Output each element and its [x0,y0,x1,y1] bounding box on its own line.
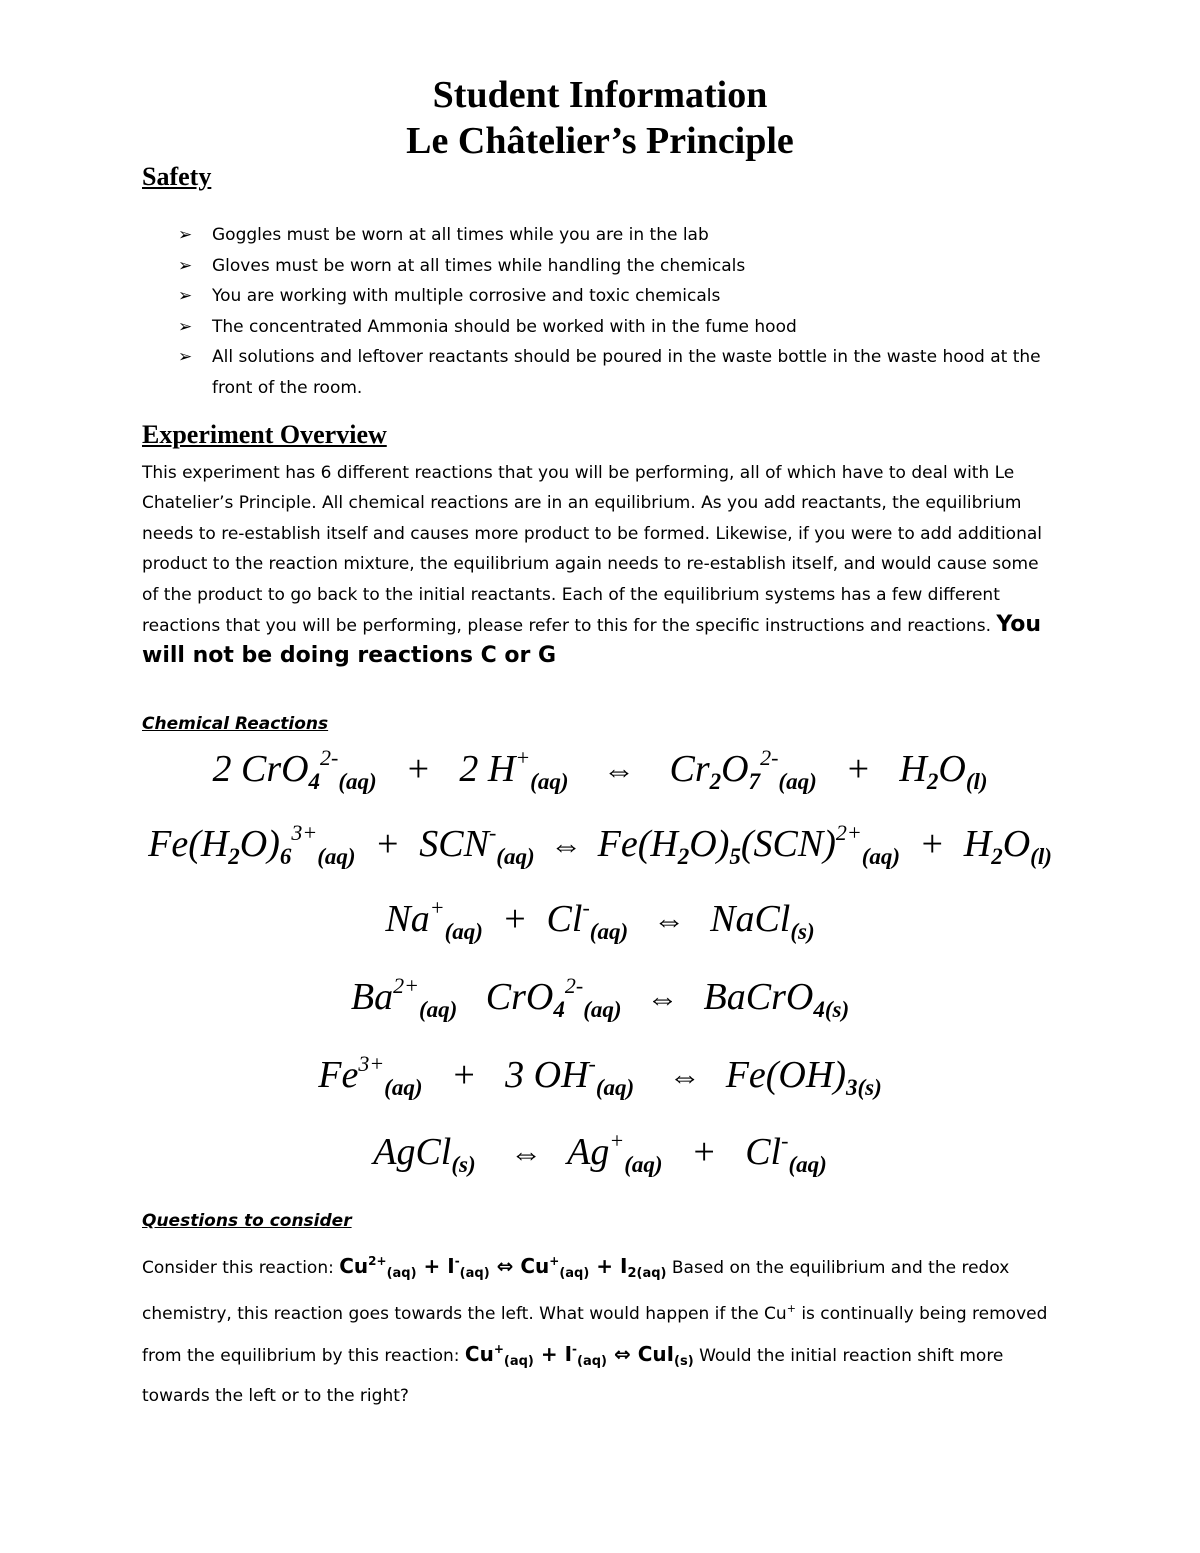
species: Ag [567,1131,610,1173]
plus-sign: + [540,1342,558,1366]
phase: (aq) [559,1266,590,1281]
phase: (aq) [444,919,483,944]
phase: (s) [790,919,815,944]
plus-sign: + [919,823,945,865]
charge: + [609,1128,625,1153]
coefficient: 2 [459,748,488,790]
subscript: 4 [308,769,321,794]
species: Cr [669,748,710,790]
list-item [178,281,1058,312]
overview-text: This experiment has 6 different reactions that you will be performing, all of which have to deal with Le Chatelier’s Principle. All chemical reactions are in an equilibrium. As you add reactants, the equilibrium needs to re-establish itself and causes more product to be formed. Likewise, if you were to add additional product to the reaction mixture, the equilibrium again needs to re-establish itself, and would cause some of the product to go back to the initial reactants. Each of the equilibrium systems has a few different reactions that you will be performing, please refer to this for the specific instructions and reactions. [142,463,1042,637]
subscript: 5 [729,844,741,869]
species: NaCl [710,898,791,940]
safety-item-text: Gloves must be worn at all times while handling the chemicals [212,255,746,276]
charge: 2- [760,745,779,770]
arrowhead-bullet-icon: ➢ [178,255,193,276]
reactions-heading: Chemical Reactions [142,714,329,734]
arrowhead-bullet-icon: ➢ [178,347,193,367]
species: H [963,823,992,865]
phase: 2(aq) [627,1266,667,1281]
species: Cu [520,1254,550,1278]
charge: - [588,1051,596,1076]
phase: (aq) [418,997,458,1022]
charge: - [781,1128,789,1153]
species: AgCl [373,1131,452,1173]
phase: (aq) [861,844,901,869]
phase: (l) [1030,844,1052,869]
subscript: 2 [709,769,722,794]
question-middle-2: is continually being removed from the equilibrium by this reaction: [142,1304,1048,1366]
phase: (aq) [577,1354,607,1369]
plus-sign: + [845,748,871,790]
plus-sign: + [423,1254,441,1278]
subscript: 4 [553,997,565,1022]
inline-reaction-2 [464,1342,694,1369]
charge: + [493,1342,504,1356]
phase: (aq) [338,769,377,794]
species: Cl [546,898,583,940]
safety-item-text: Goggles must be worn at all times while you are in the lab [212,225,709,245]
equilibrium-arrow-icon: ⇔ [668,1058,701,1094]
overview-heading: Experiment Overview [142,420,387,449]
species: (SCN) [740,823,836,865]
charge: + [429,895,445,920]
charge: 2- [564,973,584,998]
list-item [178,342,1058,403]
phase: (s) [451,1152,476,1177]
phase: (aq) [530,769,569,794]
species: H [899,748,927,790]
charge: 2- [320,745,339,770]
species: Cu [464,1342,494,1366]
phase: 3(s) [845,1075,882,1100]
species: Fe(OH) [725,1054,846,1096]
species: Ba [350,976,394,1018]
equilibrium-arrow-icon: ⇔ [510,1135,543,1171]
equilibrium-arrow-icon: ⇔ [550,827,583,863]
question-tail: Would the initial reaction shift more towards the left or to the right? [142,1346,1004,1406]
question-lead: Consider this reaction: [142,1258,340,1278]
phase: (aq) [788,1152,827,1177]
plus-sign: + [501,898,528,940]
species: BaCrO [703,976,814,1018]
overview-emphasis: You will not be doing reactions C or G [142,612,1042,669]
phase: 4(s) [813,997,850,1022]
subscript: 2 [926,769,939,794]
species: OH [533,1054,589,1096]
species: I [620,1254,628,1278]
charge: - [454,1254,460,1268]
coefficient: 3 [505,1054,534,1096]
plus-sign: + [374,823,401,865]
plus-sign: + [596,1254,614,1278]
species: Cu [339,1254,369,1278]
phase: (aq) [459,1266,490,1281]
species: Fe(H [597,823,678,865]
question-paragraph [142,1244,1057,1414]
charge: 3+ [358,1051,385,1076]
safety-item-text: All solutions and leftover reactants should be poured in the waste bottle in the waste hood at the front of the room. [212,347,1041,398]
species: CuI [637,1342,675,1366]
charge: - [488,820,497,845]
species: O [721,748,749,790]
phase: (s) [674,1354,694,1369]
species: O [938,748,966,790]
safety-heading: Safety [142,162,212,191]
phase: (aq) [624,1152,663,1177]
reaction-4 [0,973,1200,1023]
arrowhead-bullet-icon: ➢ [178,286,193,306]
species: Na [385,898,430,940]
species: Fe(H [148,823,229,865]
safety-item-text: You are working with multiple corrosive and toxic chemicals [212,286,721,306]
reaction-3 [0,895,1200,945]
phase: (aq) [595,1075,635,1100]
phase: (l) [965,769,988,794]
list-item [178,312,1058,343]
phase: (aq) [386,1266,417,1281]
subscript: 2 [991,844,1003,869]
page-subtitle: Le Châtelier’s Principle [406,120,794,162]
arrowhead-bullet-icon: ➢ [178,225,193,245]
subscript: 6 [279,844,292,869]
species: H [487,748,516,790]
charge: 2+ [835,820,862,845]
charge: - [572,1342,578,1356]
arrowhead-bullet-icon: ➢ [178,316,193,337]
page-title: Student Information [432,74,768,116]
species: I [447,1254,455,1278]
phase: (aq) [496,844,535,869]
equilibrium-arrow-icon: ⇔ [653,902,686,938]
overview-paragraph [142,458,1057,673]
charge: 2+ [368,1254,387,1268]
species: I [564,1342,573,1366]
species: CrO [485,976,554,1018]
charge: + [515,745,531,770]
equilibrium-arrow-icon: ⇔ [646,980,679,1016]
safety-item-text: The concentrated Ammonia should be worked with in the fume hood [212,316,797,337]
reaction-5 [0,1051,1200,1101]
reaction-6 [0,1128,1200,1178]
phase: (aq) [583,997,622,1022]
subscript: 2 [228,844,240,869]
equilibrium-arrow-icon: ⇔ [613,1342,631,1366]
inline-reaction-1 [339,1254,667,1281]
species: Cl [745,1131,782,1173]
phase: (aq) [503,1354,534,1369]
question-middle: Based on the equilibrium and the redox chemistry, this reaction goes towards the left. What would happen if the Cu [142,1258,1010,1324]
species: SCN [419,823,489,865]
reaction-2 [0,820,1200,870]
plus-sign: + [405,748,431,790]
equilibrium-arrow-icon: ⇔ [496,1254,514,1278]
phase: (aq) [384,1075,423,1100]
charge: 3+ [291,820,318,845]
species: CrO [240,748,309,790]
safety-list [178,220,1058,403]
phase: (aq) [778,769,817,794]
reaction-1 [0,745,1200,795]
plus-sign: + [451,1054,477,1096]
charge: - [582,895,590,920]
charge: + [549,1254,560,1268]
subscript: 2 [677,844,690,869]
species: O) [689,823,730,865]
phase: (aq) [317,844,356,869]
species: O) [239,823,280,865]
charge: 2+ [393,973,419,998]
subscript: 7 [748,769,761,794]
plus-sign: + [691,1131,717,1173]
species: Fe [318,1054,359,1096]
charge: + [786,1302,796,1315]
list-item [178,251,1058,282]
phase: (aq) [589,919,629,944]
coefficient: 2 [212,748,241,790]
equilibrium-arrow-icon: ⇔ [603,752,635,788]
list-item [178,220,1058,251]
questions-heading: Questions to consider [142,1211,352,1231]
species: O [1002,823,1031,865]
